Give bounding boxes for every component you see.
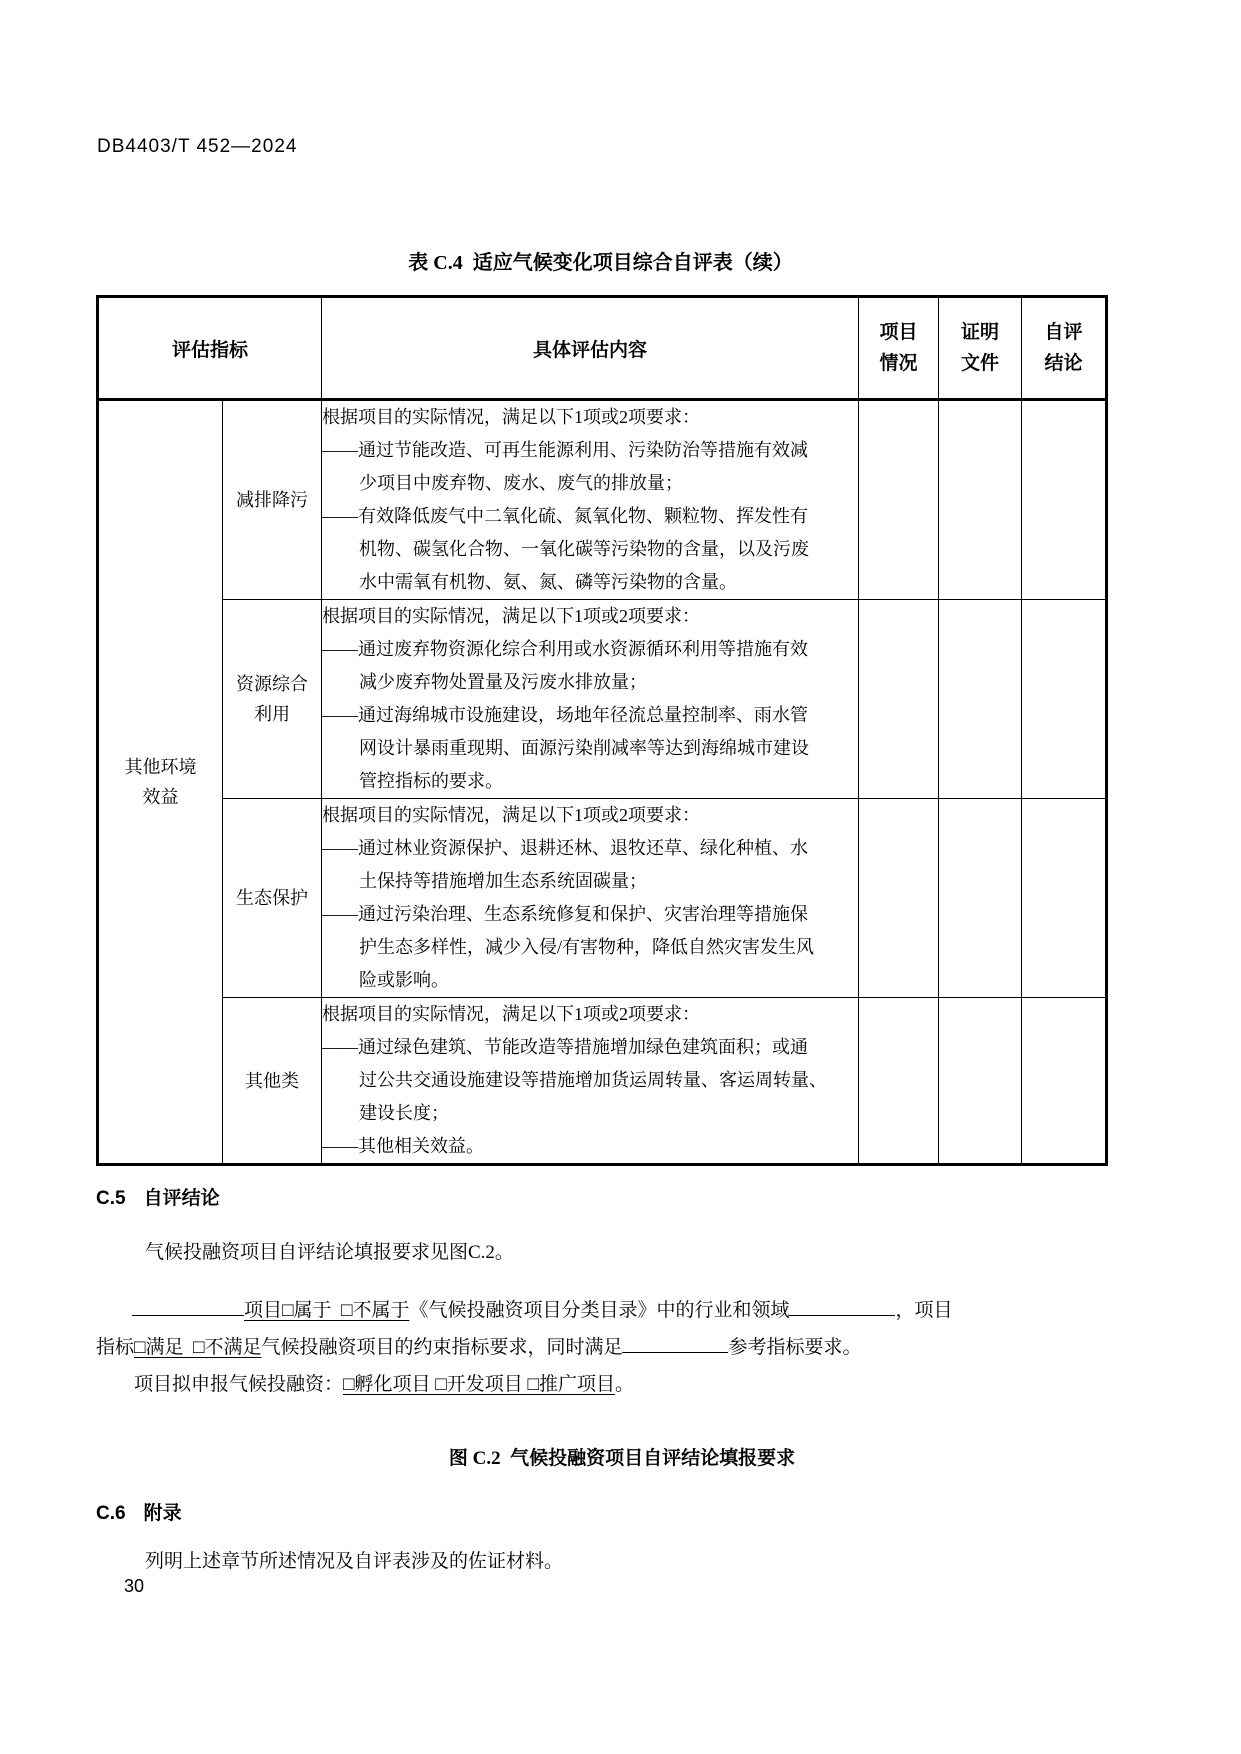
section-number-c5: C.5 xyxy=(96,1188,126,1209)
form-line1-tail: ，项目 xyxy=(895,1300,953,1321)
content-line: 险或影响。 xyxy=(359,970,450,990)
header-project-status xyxy=(859,297,939,400)
header-self-eval-conclusion-line2: 结论 xyxy=(1044,353,1083,374)
content-line: ——通过污染治理、生态系统修复和保护、灾害治理等措施保 xyxy=(322,904,809,924)
indicator-other-type xyxy=(223,998,322,1165)
table-header-row xyxy=(98,297,1107,400)
indicator-ecological-protection xyxy=(223,799,322,998)
satisfy-checkboxes: □满足 □不满足 xyxy=(134,1337,262,1358)
project-status-cell xyxy=(859,400,939,600)
project-type-checkboxes: □孵化项目 □开发项目 □推广项目 xyxy=(343,1374,615,1395)
section-number-c6: C.6 xyxy=(96,1503,126,1524)
content-ecological-protection xyxy=(322,799,859,998)
apply-type-lead: 项目拟申报气候投融资： xyxy=(134,1374,344,1395)
content-line: 管控指标的要求。 xyxy=(359,771,504,791)
content-line: ——通过节能改造、可再生能源利用、污染防治等措施有效减 xyxy=(322,440,809,460)
content-line: 减少废弃物处置量及污废水排放量； xyxy=(359,672,648,692)
header-eval-content xyxy=(322,297,859,400)
indicator-resource-utilization xyxy=(223,600,322,799)
content-line: 土保持等措施增加生态系统固碳量； xyxy=(359,871,648,891)
section-title-c6: 附录 xyxy=(143,1503,182,1524)
self-eval-conclusion-cell xyxy=(1022,600,1107,799)
form-line-1 xyxy=(96,1292,1148,1329)
table-row xyxy=(98,799,1107,998)
lower-sections xyxy=(96,1183,1148,1573)
content-line: ——有效降低废气中二氧化硫、氮氧化物、颗粒物、挥发性有 xyxy=(322,506,809,526)
page-number: 30 xyxy=(124,1576,145,1596)
header-proof-document-line1: 证明 xyxy=(961,322,1000,343)
indicator-label: 生态保护 xyxy=(236,888,308,908)
content-line: ——通过海绵城市设施建设，场地年径流总量控制率、雨水管 xyxy=(322,705,809,725)
figure-c2-caption: 图 C.2 气候投融资项目自评结论填报要求 xyxy=(448,1448,796,1469)
content-line: 机物、碳氢化合物、一氧化碳等污染物的含量，以及污废 xyxy=(359,539,810,559)
self-eval-conclusion-cell xyxy=(1022,998,1107,1165)
self-eval-conclusion-cell xyxy=(1022,400,1107,600)
content-line: ——通过绿色建筑、节能改造等措施增加绿色建筑面积；或通 xyxy=(322,1037,809,1057)
proof-document-cell xyxy=(939,799,1022,998)
content-line: 根据项目的实际情况，满足以下1项或2项要求： xyxy=(322,606,701,626)
section-heading-c5 xyxy=(96,1183,1148,1210)
content-line: 根据项目的实际情况，满足以下1项或2项要求： xyxy=(322,407,701,427)
project-status-cell xyxy=(859,799,939,998)
proof-document-cell xyxy=(939,600,1022,799)
content-line: 根据项目的实际情况，满足以下1项或2项要求： xyxy=(322,1004,701,1024)
group-label-other-env-benefit xyxy=(98,400,223,1165)
section-title-c5: 自评结论 xyxy=(143,1188,220,1209)
header-eval-indicator-label: 评估指标 xyxy=(172,339,249,361)
content-line: 建设长度； xyxy=(359,1103,450,1123)
proof-document-cell xyxy=(939,400,1022,600)
form-line2-lead: 指标 xyxy=(96,1337,135,1358)
header-project-status-line2: 情况 xyxy=(879,353,918,374)
c6-body-text: 列明上述章节所述情况及自评表涉及的佐证材料。 xyxy=(145,1551,564,1572)
content-line: 根据项目的实际情况，满足以下1项或2项要求： xyxy=(322,805,701,825)
table-row xyxy=(98,600,1107,799)
c5-intro-text: 气候投融资项目自评结论填报要求见图C.2。 xyxy=(145,1242,514,1263)
content-other-type xyxy=(322,998,859,1165)
indicator-label: 其他类 xyxy=(245,1070,299,1091)
project-status-cell xyxy=(859,998,939,1165)
content-line: ——通过林业资源保护、退耕还林、退牧还草、绿化种植、水 xyxy=(322,838,809,858)
evaluation-table xyxy=(96,295,1108,1166)
project-status-cell xyxy=(859,600,939,799)
header-self-eval-conclusion-line1: 自评 xyxy=(1044,322,1083,343)
indicator-label: 资源综合 xyxy=(236,674,308,694)
constraint-text: 气候投融资项目的约束指标要求，同时满足 xyxy=(261,1337,623,1358)
table-row xyxy=(98,400,1107,600)
content-line: 水中需氧有机物、氨、氮、磷等污染物的含量。 xyxy=(359,572,738,592)
content-line: ——通过废弃物资源化综合利用或水资源循环利用等措施有效 xyxy=(322,639,809,659)
header-self-eval-conclusion xyxy=(1022,297,1107,400)
content-line: 过公共交通设施建设等措施增加货运周转量、客运周转量、 xyxy=(359,1070,828,1090)
doc-code: DB4403/T 452—2024 xyxy=(97,136,298,157)
content-line: 网设计暴雨重现期、面源污染削减率等达到海绵城市建设 xyxy=(359,738,810,758)
indicator-label: 利用 xyxy=(254,704,290,724)
form-line2-tail: 参考指标要求。 xyxy=(728,1337,862,1358)
section-heading-c6 xyxy=(96,1498,1148,1525)
header-eval-content-label: 具体评估内容 xyxy=(533,339,648,361)
group-label-line2: 效益 xyxy=(142,787,179,807)
table-row xyxy=(98,998,1107,1165)
proof-document-cell xyxy=(939,998,1022,1165)
header-eval-indicator xyxy=(98,297,322,400)
content-emission-reduction xyxy=(322,400,859,600)
table-title: 表 C.4 适应气候变化项目综合自评表（续） xyxy=(408,252,793,274)
form-line-2 xyxy=(96,1329,1148,1366)
group-label-line1: 其他环境 xyxy=(124,757,197,777)
industry-field-blank xyxy=(789,1294,895,1316)
header-project-status-line1: 项目 xyxy=(879,322,918,343)
content-line: 少项目中废弃物、废水、废气的排放量； xyxy=(359,473,684,493)
form-line-3 xyxy=(96,1366,1148,1403)
content-line: 护生态多样性，减少入侵/有害物种，降低自然灾害发生风 xyxy=(359,937,815,957)
catalog-text: 《气候投融资项目分类目录》中的行业和领域 xyxy=(409,1300,790,1321)
belongs-checkboxes: 项目□属于 □不属于 xyxy=(244,1300,410,1321)
self-eval-conclusion-cell xyxy=(1022,799,1107,998)
self-eval-conclusion-form xyxy=(96,1292,1148,1403)
reference-indicator-blank xyxy=(622,1331,728,1353)
header-proof-document-line2: 文件 xyxy=(961,353,1000,374)
form-line3-tail: 。 xyxy=(614,1374,634,1395)
header-proof-document xyxy=(939,297,1022,400)
content-resource-utilization xyxy=(322,600,859,799)
indicator-emission-reduction xyxy=(223,400,322,600)
indicator-label: 减排降污 xyxy=(236,490,308,510)
project-name-blank xyxy=(132,1294,244,1316)
content-line: ——其他相关效益。 xyxy=(322,1136,485,1156)
